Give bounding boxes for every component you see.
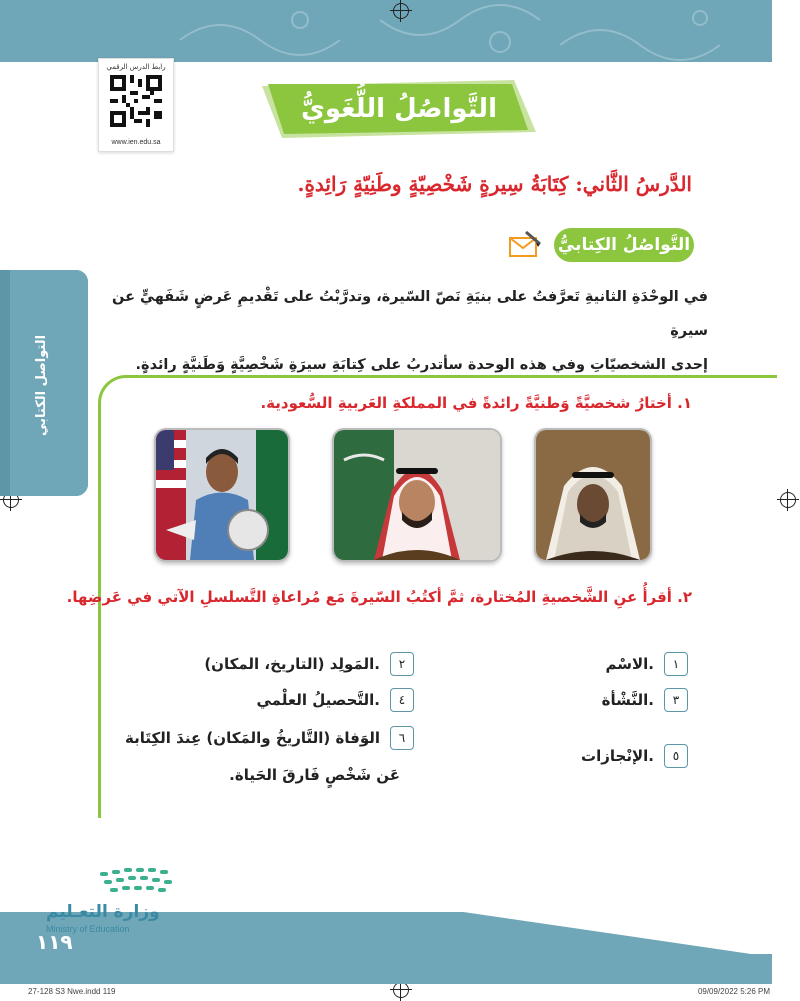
astronaut-image [156, 430, 288, 560]
item-label: المَولِد (التاريخ، المكان). [204, 655, 380, 673]
item-label: النَّشْأة. [601, 691, 654, 709]
portrait-astronaut [154, 428, 290, 562]
item-label: الاسْم. [605, 655, 654, 673]
registration-mark-right [780, 492, 796, 508]
question-2: ٢. أقرأُ عنِ الشَّخصيةِ المُختارة، ثمَّ أكتُبُ السّيرةَ مَع مُراعاةِ التَّسلسلِ الآتي في عَرضِها. [66, 588, 692, 606]
footer-date: 09/09/2022 5:26 PM [697, 987, 770, 996]
qr-code-icon[interactable] [110, 75, 162, 127]
writing-envelope-icon [508, 230, 542, 260]
item-number: ١ [664, 652, 688, 676]
bottom-strip [0, 954, 772, 984]
item-number: ٢ [390, 652, 414, 676]
list-item-achievements [581, 744, 688, 768]
item-6-continuation: عَن شَخْصٍ فَارقَ الحَياة. [229, 766, 400, 784]
item-number: ٦ [390, 726, 414, 750]
item-number: ٥ [664, 744, 688, 768]
list-item-upbringing [602, 688, 688, 712]
section-heading [504, 225, 694, 265]
registration-mark-bottom [393, 982, 409, 998]
section-label: التَّواصُلُ الكِتابيُّ [557, 235, 691, 255]
ministry-name-ar: وزارة التعـليم [46, 902, 160, 922]
qr-card[interactable] [98, 58, 174, 152]
portrait-crown-prince [332, 428, 502, 562]
list-item-birth [204, 652, 414, 676]
banner-pattern [0, 0, 772, 62]
ministry-logo [40, 860, 170, 940]
side-tab [0, 270, 88, 496]
intro-paragraph [78, 280, 708, 382]
item-number: ٣ [664, 688, 688, 712]
list-item-death [125, 726, 414, 750]
qr-label: رابط الدرس الرقمي [106, 63, 166, 71]
ministry-dots-icon [100, 862, 220, 902]
intro-line-2: إحدى الشخصيّاتِ وفي هذه الوحدة سأتدربُ على كِتابَةِ سيرَةِ شَخْصِيَّةٍ وَطَنيَّةٍ رائدةٍ. [135, 357, 708, 373]
list-item-education [256, 688, 414, 712]
question-1: ١. أختارُ شخصيَّةً وَطنيَّةً رائدةً في المملكةِ العَربيةِ السُّعودية. [260, 394, 692, 412]
crown-prince-image [334, 430, 500, 560]
founder-image [536, 430, 650, 560]
item-label: الوَفاة (التَّاريخُ والمَكان) عِندَ الكِتَابة [124, 729, 380, 747]
list-item-name [605, 652, 688, 676]
unit-banner [262, 80, 536, 138]
item-number: ٤ [390, 688, 414, 712]
footer-file: 27-128 S3 Nwe.indd 119 [28, 987, 116, 996]
portrait-founder [534, 428, 652, 562]
registration-mark-top [393, 3, 409, 19]
lesson-title: الدَّرسُ الثَّاني: كِتَابَةُ سِيرةٍ شَخْصِيّةٍ وطَنِيّةٍ رَائِدةٍ. [297, 172, 692, 196]
ministry-name-en: Ministry of Education [46, 924, 130, 934]
item-label: التَّحصيلُ العلْمي. [256, 691, 380, 709]
item-label: الإنْجازات. [581, 747, 654, 765]
intro-line-1: في الوحْدَةِ الثانيةِ تَعرَّفتُ على بنيَةِ نَصّ السّيرة، وتدرَّبْتُ على تَقْديمِ عَرضٍ شَفَهيٍّ عن سيرةِ [112, 289, 708, 339]
page-number: ١١٩ [36, 930, 73, 954]
qr-url: www.ien.edu.sa [111, 139, 161, 146]
side-tab-label: التواصل الكتابي [34, 334, 49, 436]
unit-title: التَّواصُلُ اللُّغَويُّ [301, 94, 497, 124]
